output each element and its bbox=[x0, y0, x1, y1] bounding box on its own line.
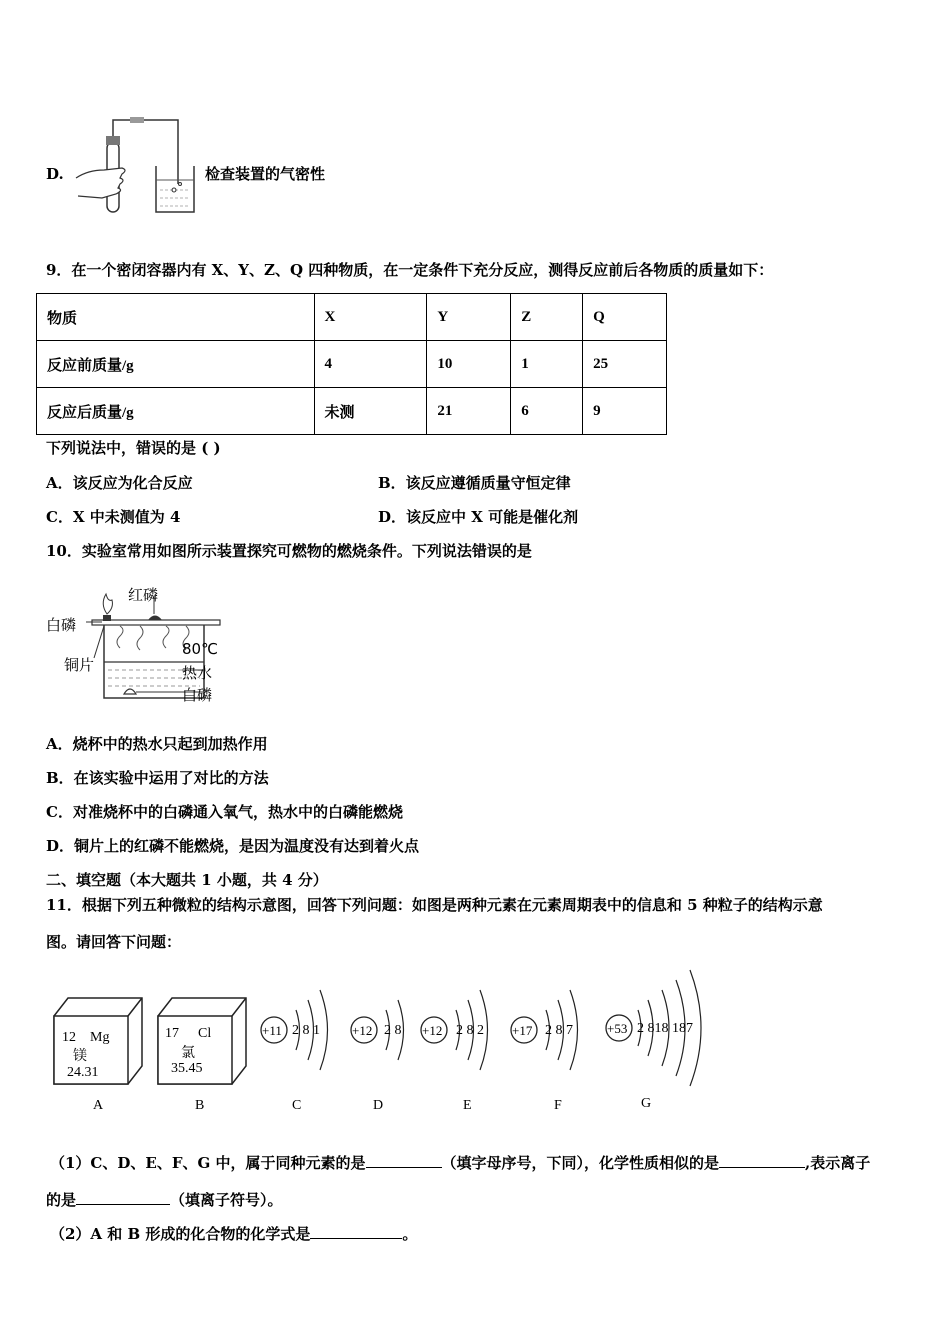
header-cell: X bbox=[314, 294, 427, 341]
q10-option-d: D．铜片上的红磷不能燃烧，是因为温度没有达到着火点 bbox=[46, 837, 420, 855]
section-title: 二、填空题（本大题共 1 小题，共 4 分） bbox=[46, 871, 328, 889]
q10-option-a: A．烧杯中的热水只起到加热作用 bbox=[46, 735, 268, 753]
sub1-line2-a: 的是 bbox=[46, 1191, 77, 1209]
label-g: G bbox=[641, 1096, 652, 1111]
sub1-part1: （1）C、D、E、F、G 中，属于同种元素的是 bbox=[50, 1154, 366, 1172]
label-f: F bbox=[554, 1098, 562, 1113]
label-c: C bbox=[292, 1098, 302, 1113]
label-copper-plate: 铜片 bbox=[64, 656, 95, 674]
q8-option-d-label: D. bbox=[46, 165, 64, 183]
q11-sub1-line1 bbox=[50, 1153, 870, 1171]
table-cell: 21 bbox=[427, 388, 511, 435]
q11-sub1-line2 bbox=[46, 1190, 283, 1208]
header-cell: Q bbox=[583, 294, 667, 341]
table-cell: 4 bbox=[314, 341, 427, 388]
particle-e-shells: 2 8 2 bbox=[456, 1023, 484, 1038]
table-cell: 反应后质量/g bbox=[37, 388, 315, 435]
answer-blank-ion[interactable] bbox=[76, 1190, 170, 1205]
mg-atomic-number: 12 bbox=[62, 1030, 76, 1045]
table-row bbox=[37, 388, 667, 435]
q9-stem: 9．在一个密闭容器内有 X、Y、Z、Q 四种物质，在一定条件下充分反应，测得反应前后各物质的质量如下： bbox=[46, 261, 774, 279]
q11-sub2 bbox=[50, 1224, 417, 1242]
particle-d-nucleus: +12 bbox=[352, 1023, 373, 1038]
label-temperature: 80℃ bbox=[182, 640, 218, 658]
particle-c-nucleus: +11 bbox=[262, 1023, 282, 1038]
particle-g-nucleus: +53 bbox=[607, 1021, 628, 1036]
table-cell: 1 bbox=[511, 341, 583, 388]
answer-blank-similar-chemistry[interactable] bbox=[719, 1153, 805, 1168]
label-white-phosphorus-bottom: 白磷 bbox=[182, 686, 213, 704]
table-cell: 25 bbox=[583, 341, 667, 388]
airtightness-apparatus-figure bbox=[70, 112, 200, 220]
mg-symbol: Mg bbox=[90, 1030, 110, 1045]
sub2-part1: （2）A 和 B 形成的化合物的化学式是 bbox=[50, 1225, 311, 1243]
mg-name: 镁 bbox=[73, 1048, 87, 1064]
q10-stem: 10．实验室常用如图所示装置探究可燃物的燃烧条件。下列说法错误的是 bbox=[46, 542, 532, 560]
particle-c-shells: 2 8 1 bbox=[292, 1023, 320, 1038]
q9-option-c: C．X 中未测值为 4 bbox=[46, 508, 181, 526]
sub1-line2-b: （填离子符号）。 bbox=[170, 1191, 283, 1209]
q9-option-a: A．该反应为化合反应 bbox=[46, 474, 193, 492]
mg-mass: 24.31 bbox=[67, 1065, 99, 1080]
sub1-part2: （填字母序号，下同），化学性质相似的是 bbox=[441, 1154, 720, 1172]
answer-blank-formula[interactable] bbox=[310, 1224, 402, 1239]
cl-atomic-number: 17 bbox=[165, 1026, 179, 1041]
q10-option-c: C．对准烧杯中的白磷通入氧气，热水中的白磷能燃烧 bbox=[46, 803, 403, 821]
label-a: A bbox=[93, 1098, 104, 1113]
table-cell: 反应前质量/g bbox=[37, 341, 315, 388]
table-cell: 10 bbox=[427, 341, 511, 388]
label-hot-water: 热水 bbox=[182, 664, 213, 682]
table-cell: 9 bbox=[583, 388, 667, 435]
label-b: B bbox=[195, 1098, 205, 1113]
cl-mass: 35.45 bbox=[171, 1061, 203, 1076]
sub2-part2: 。 bbox=[402, 1225, 418, 1243]
mass-table bbox=[36, 293, 667, 435]
particle-f-shells: 2 8 7 bbox=[545, 1023, 573, 1038]
cl-name: 氯 bbox=[181, 1045, 195, 1061]
header-cell: Z bbox=[511, 294, 583, 341]
label-d: D bbox=[373, 1098, 384, 1113]
label-white-phosphorus-top: 白磷 bbox=[46, 616, 77, 634]
q9-option-d: D．该反应中 X 可能是催化剂 bbox=[378, 508, 579, 526]
header-cell: 物质 bbox=[37, 294, 315, 341]
q8-option-d-text: 检查装置的气密性 bbox=[205, 165, 326, 183]
table-header-row bbox=[37, 294, 667, 341]
label-e: E bbox=[463, 1098, 472, 1113]
q9-prompt: 下列说法中，错误的是 ( ) bbox=[46, 439, 221, 457]
table-cell: 未测 bbox=[314, 388, 427, 435]
header-cell: Y bbox=[427, 294, 511, 341]
table-cell: 6 bbox=[511, 388, 583, 435]
table-row bbox=[37, 341, 667, 388]
answer-blank-same-element[interactable] bbox=[366, 1153, 442, 1168]
q9-option-b: B．该反应遵循质量守恒定律 bbox=[378, 474, 571, 492]
particle-e-nucleus: +12 bbox=[422, 1023, 443, 1038]
sub1-part3: ,表示离子 bbox=[805, 1154, 871, 1172]
particle-g-shells: 2 818 187 bbox=[637, 1021, 693, 1036]
particle-d-shells: 2 8 bbox=[384, 1023, 402, 1038]
q11-stem-line2: 图。请回答下问题： bbox=[46, 933, 182, 951]
q11-stem-line1: 11．根据下列五种微粒的结构示意图，回答下列问题：如图是两种元素在元素周期表中的信息和 5 种粒子的结构示意 bbox=[46, 896, 823, 914]
cl-symbol: Cl bbox=[198, 1026, 212, 1041]
label-red-phosphorus: 红磷 bbox=[128, 586, 159, 604]
q10-option-b: B．在该实验中运用了对比的方法 bbox=[46, 769, 269, 787]
particle-f-nucleus: +17 bbox=[512, 1023, 533, 1038]
